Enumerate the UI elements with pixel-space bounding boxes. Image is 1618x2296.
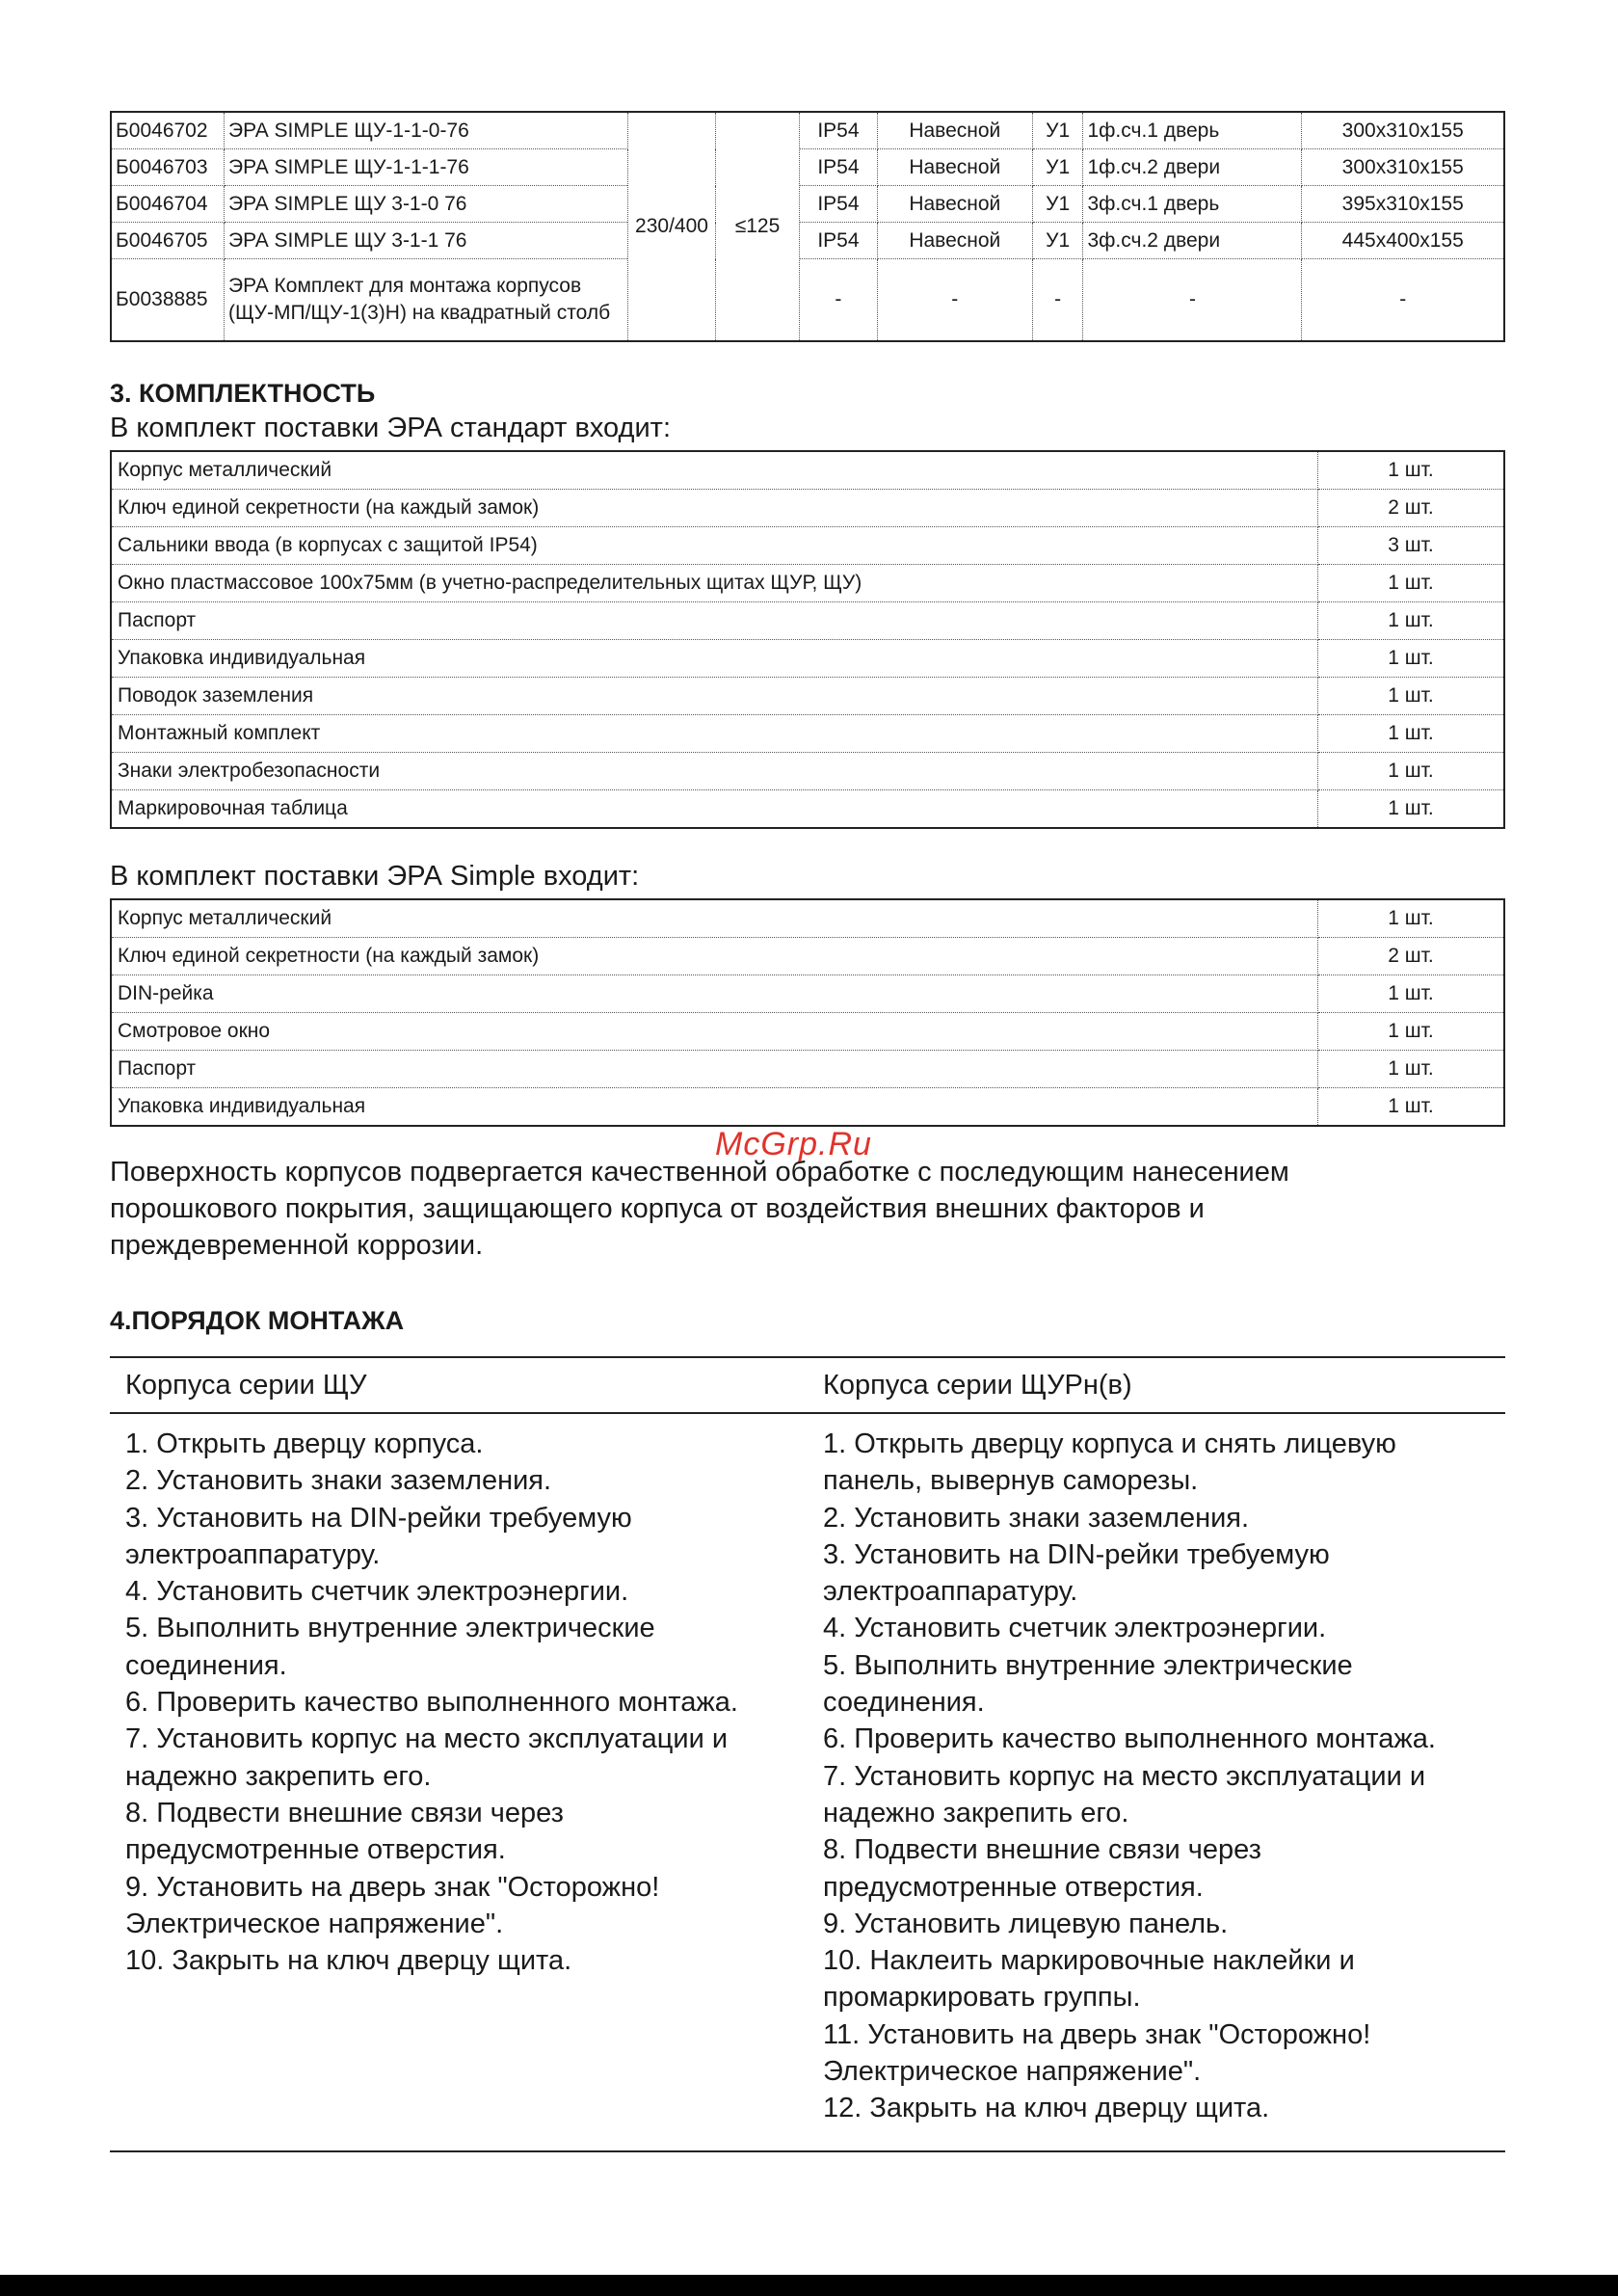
product-desc: - [1083, 259, 1302, 342]
mounting-step: 2. Установить знаки заземления. [823, 1502, 1250, 1534]
mounting-columns-header [110, 1358, 1505, 1414]
ip-rating: IP54 [800, 186, 878, 223]
mounting-step: 12. Закрыть на ключ дверцу щита. [823, 2093, 1270, 2124]
mounting-step: 10. Наклеить маркировочные наклейки и промаркировать группы. [823, 1945, 1355, 2014]
kit-row [111, 602, 1504, 640]
climate-class: У1 [1032, 223, 1083, 259]
kit-item-qty: 1 шт. [1318, 790, 1505, 829]
product-code: Б0046704 [111, 186, 225, 223]
mounting-step: 9. Установить лицевую панель. [823, 1908, 1229, 1939]
climate-class: У1 [1032, 149, 1083, 186]
table-row [111, 112, 1504, 149]
current-cell: ≤125 [716, 112, 800, 341]
mounting-step: 4. Установить счетчик электроэнергии. [823, 1613, 1327, 1644]
kit-row [111, 640, 1504, 678]
mounting-step: 6. Проверить качество выполненного монтажа. [125, 1687, 738, 1719]
mounting-step: 11. Установить на дверь знак "Осторожно! Электрическое напряжение". [823, 2018, 1371, 2088]
table-row [111, 223, 1504, 259]
kit-item-qty: 1 шт. [1318, 715, 1505, 753]
right-column-header: Корпуса серии ЩУРн(в) [823, 1369, 1132, 1401]
ip-rating: IP54 [800, 112, 878, 149]
kit-row [111, 899, 1504, 938]
product-size: 300x310x155 [1302, 149, 1504, 186]
watermark: McGrp.Ru [715, 1126, 872, 1162]
mounting-step: 7. Установить корпус на место эксплуатации и надежно закрепить его. [823, 1760, 1426, 1829]
kit-item-name: Корпус металлический [111, 451, 1318, 490]
mount-type: Навесной [877, 149, 1032, 186]
kit-item-qty: 1 шт. [1318, 753, 1505, 790]
product-name: ЭРА SIMPLE ЩУ 3-1-0 76 [225, 186, 628, 223]
kit-row [111, 1013, 1504, 1051]
kit-item-qty: 1 шт. [1318, 602, 1505, 640]
kit-item-name: DIN-рейка [111, 975, 1318, 1013]
kit-row [111, 938, 1504, 975]
ip-rating: IP54 [800, 223, 878, 259]
product-table [110, 111, 1505, 342]
table-row [111, 259, 1504, 342]
kit-item-name: Смотровое окно [111, 1013, 1318, 1051]
mounting-step: 8. Подвести внешние связи через предусмотренные отверстия. [823, 1834, 1261, 1903]
product-size: 445x400x155 [1302, 223, 1504, 259]
kit-item-qty: 1 шт. [1318, 975, 1505, 1013]
mounting-step: 9. Установить на дверь знак "Осторожно! Электрическое напряжение". [125, 1871, 660, 1939]
right-steps-list [808, 1426, 1505, 2127]
kit-item-name: Корпус металлический [111, 899, 1318, 938]
product-code: Б0038885 [111, 259, 225, 342]
bottom-bar [0, 2275, 1618, 2296]
kit-item-name: Знаки электробезопасности [111, 753, 1318, 790]
kit-item-name: Сальники ввода (в корпусах с защитой IP54) [111, 527, 1318, 565]
product-desc: 1ф.сч.2 двери [1083, 149, 1302, 186]
product-desc: 1ф.сч.1 дверь [1083, 112, 1302, 149]
kit-item-qty: 1 шт. [1318, 451, 1505, 490]
product-size: 300x310x155 [1302, 112, 1504, 149]
mounting-columns [110, 1356, 1505, 2152]
mounting-step: 4. Установить счетчик электроэнергии. [125, 1576, 629, 1608]
mounting-step: 7. Установить корпус на место эксплуатации и надежно закрепить его. [125, 1723, 729, 1792]
kit-item-name: Паспорт [111, 602, 1318, 640]
kit-row [111, 527, 1504, 565]
mounting-step: 3. Установить на DIN-рейки требуемую электроаппаратуру. [823, 1538, 1330, 1608]
product-code: Б0046702 [111, 112, 225, 149]
left-steps-list [110, 1426, 808, 2127]
kit-item-name: Ключ единой секретности (на каждый замок) [111, 490, 1318, 527]
kit-row [111, 753, 1504, 790]
kit-row [111, 715, 1504, 753]
ip-rating: IP54 [800, 149, 878, 186]
mount-type: Навесной [877, 112, 1032, 149]
mounting-step: 5. Выполнить внутренние электрические соединения. [125, 1613, 655, 1681]
mounting-step: 2. Установить знаки заземления. [125, 1465, 552, 1497]
climate-class: - [1032, 259, 1083, 342]
standard-kit-table [110, 450, 1505, 829]
kit-item-qty: 1 шт. [1318, 1088, 1505, 1127]
product-name: ЭРА SIMPLE ЩУ-1-1-0-76 [225, 112, 628, 149]
mount-type: Навесной [877, 186, 1032, 223]
voltage-cell: 230/400 [628, 112, 716, 341]
mount-type: Навесной [877, 223, 1032, 259]
kit-row [111, 1088, 1504, 1127]
mounting-step: 1. Открыть дверцу корпуса и снять лицевую панель, вывернув саморезы. [823, 1428, 1396, 1497]
table-row [111, 186, 1504, 223]
section-title-completeness: 3. КОМПЛЕКТНОСТЬ [110, 379, 376, 408]
mounting-step: 6. Проверить качество выполненного монтажа. [823, 1723, 1436, 1755]
product-name: ЭРА Комплект для монтажа корпусов (ЩУ-МП/ЩУ-1(3)Н) на квадратный столб [225, 259, 628, 342]
standard-intro: В комплект поставки ЭРА стандарт входит: [110, 413, 672, 443]
kit-item-name: Упаковка индивидуальная [111, 1088, 1318, 1127]
kit-item-name: Монтажный комплект [111, 715, 1318, 753]
mounting-columns-body [110, 1414, 1505, 2150]
mounting-step: 8. Подвести внешние связи через предусмотренные отверстия. [125, 1797, 564, 1866]
product-code: Б0046705 [111, 223, 225, 259]
kit-item-name: Поводок заземления [111, 678, 1318, 715]
mounting-step: 1. Открыть дверцу корпуса. [125, 1428, 484, 1459]
kit-item-qty: 1 шт. [1318, 1051, 1505, 1088]
kit-item-qty: 1 шт. [1318, 678, 1505, 715]
kit-item-name: Ключ единой секретности (на каждый замок) [111, 938, 1318, 975]
surface-paragraph: Поверхность корпусов подвергается качественной обработке с последующим нанесением порошкового покрытия, защищающего корпуса от воздействия внешних факторов и преждевременной коррозии. [110, 1157, 1289, 1261]
climate-class: У1 [1032, 112, 1083, 149]
kit-item-name: Окно пластмассовое 100х75мм (в учетно-распределительных щитах ЩУР, ЩУ) [111, 565, 1318, 602]
kit-item-qty: 3 шт. [1318, 527, 1505, 565]
kit-item-qty: 1 шт. [1318, 1013, 1505, 1051]
mounting-step: 10. Закрыть на ключ дверцу щита. [125, 1945, 572, 1977]
section-title-mounting: 4.ПОРЯДОК МОНТАЖА [110, 1306, 405, 1335]
kit-item-qty: 1 шт. [1318, 640, 1505, 678]
kit-row [111, 1051, 1504, 1088]
simple-kit-table [110, 898, 1505, 1127]
kit-item-qty: 2 шт. [1318, 938, 1505, 975]
mounting-step: 3. Установить на DIN-рейки требуемую электроаппаратуру. [125, 1502, 632, 1570]
kit-item-name: Паспорт [111, 1051, 1318, 1088]
product-size: 395x310x155 [1302, 186, 1504, 223]
ip-rating: - [800, 259, 878, 342]
product-name: ЭРА SIMPLE ЩУ-1-1-1-76 [225, 149, 628, 186]
kit-row [111, 790, 1504, 829]
kit-item-name: Упаковка индивидуальная [111, 640, 1318, 678]
mount-type: - [877, 259, 1032, 342]
kit-item-qty: 2 шт. [1318, 490, 1505, 527]
product-desc: 3ф.сч.2 двери [1083, 223, 1302, 259]
product-name: ЭРА SIMPLE ЩУ 3-1-1 76 [225, 223, 628, 259]
product-desc: 3ф.сч.1 дверь [1083, 186, 1302, 223]
kit-row [111, 975, 1504, 1013]
climate-class: У1 [1032, 186, 1083, 223]
kit-item-qty: 1 шт. [1318, 899, 1505, 938]
product-size: - [1302, 259, 1504, 342]
kit-row [111, 565, 1504, 602]
table-row [111, 149, 1504, 186]
kit-row [111, 451, 1504, 490]
simple-intro: В комплект поставки ЭРА Simple входит: [110, 861, 640, 892]
kit-item-name: Маркировочная таблица [111, 790, 1318, 829]
kit-row [111, 490, 1504, 527]
left-column-header: Корпуса серии ЩУ [125, 1369, 367, 1401]
mounting-step: 5. Выполнить внутренние электрические соединения. [823, 1649, 1353, 1719]
kit-row [111, 678, 1504, 715]
product-code: Б0046703 [111, 149, 225, 186]
kit-item-qty: 1 шт. [1318, 565, 1505, 602]
